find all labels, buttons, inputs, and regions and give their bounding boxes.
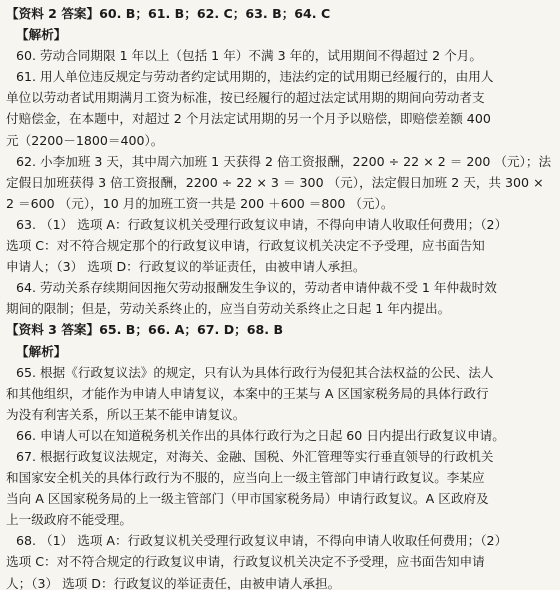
explanation-62 xyxy=(6,151,554,214)
answer-section-2 xyxy=(6,3,554,319)
explanation-67 xyxy=(6,446,554,530)
text-line: 选项 C：对不符合规定那个的行政复议申请，行政复议机关决定不予受理，应书面告知 xyxy=(6,238,485,254)
text-line: 67. 根据行政复议法规定，对海关、金融、国税、外汇管理等实行垂直领导的行政机关 xyxy=(16,448,494,464)
text-line: 当向 A 区国家税务局的上一级主管部门（甲市国家税务局）申请行政复议。A 区政府及 xyxy=(6,491,489,507)
text-line: 66. 申请人可以在知道税务机关作出的具体行政行为之日起 60 日内提出行政复议申请。 xyxy=(16,427,505,443)
text-line: 65. 根据《行政复议法》的规定，只有认为具体行政行为侵犯其合法权益的公民、法人 xyxy=(16,364,494,380)
text-line: 为没有利害关系，所以王某不能申请复议。 xyxy=(6,406,246,422)
section-heading: 【资料 3 答案】65. B；66. A；67. D；68. B xyxy=(6,322,284,338)
text-line: 64. 劳动关系存续期间因拖欠劳动报酬发生争议的，劳动者申请仲裁不受 1 年仲裁时效 xyxy=(16,280,497,296)
text-line: 定假日加班获得 3 倍工资报酬，2200 ÷ 22 × 3 ＝ 300 （元），法定假日加班 2 天，共 300 × xyxy=(6,174,544,190)
explanation-65 xyxy=(6,362,554,425)
explanation-63 xyxy=(6,214,554,277)
analysis-label: 【解析】 xyxy=(16,27,67,43)
text-line: 单位以劳动者试用期满月工资为标准，按已经履行的超过法定试用期的期间向劳动者支 xyxy=(6,90,485,106)
text-line: 选项 C：对不符合规定的行政复议申请，行政复议机关决定不予受理，应书面告知申请 xyxy=(6,554,485,570)
explanation-61 xyxy=(6,66,554,150)
analysis-label: 【解析】 xyxy=(16,343,67,359)
text-line: 付赔偿金，在本题中，对超过 2 个月法定试用期的另一个月予以赔偿，即赔偿差额 400 xyxy=(6,111,491,127)
text-line: 和国家安全机关的具体行政行为不服的，应当向上一级主管部门申请行政复议。李某应 xyxy=(6,470,485,486)
answer-section-3 xyxy=(6,319,554,590)
explanation-68 xyxy=(6,530,554,590)
explanation-66 xyxy=(6,425,554,446)
text-line: 60. 劳动合同期限 1 年以上（包括 1 年）不满 3 年的，试用期间不得超过 2 个月。 xyxy=(16,48,482,64)
text-line: 申请人；（3） 选项 D：行政复议的举证责任，由被申请人承担。 xyxy=(6,259,366,275)
text-line: 上一级政府不能受理。 xyxy=(6,512,132,528)
text-line: 62. 小李加班 3 天，其中周六加班 1 天获得 2 倍工资报酬，2200 ÷ 22 × 2 ＝ 200 （元）；法 xyxy=(16,153,552,169)
text-line: 人；（3） 选项 D：行政复议的举证责任，由被申请人承担。 xyxy=(6,575,341,590)
text-line: 68. （1） 选项 A：行政复议机关受理行政复议申请，不得向申请人收取任何费用；（2） xyxy=(16,533,508,549)
text-line: 期间的限制；但是，劳动关系终止的，应当自劳动关系终止之日起 1 年内提出。 xyxy=(6,301,451,317)
text-line: 61. 用人单位违反规定与劳动者约定试用期的，违法约定的试用期已经履行的，由用人 xyxy=(16,69,494,85)
explanation-60 xyxy=(6,45,554,66)
text-line: 63. （1） 选项 A：行政复议机关受理行政复议申请，不得向申请人收取任何费用；（2） xyxy=(16,216,508,232)
text-line: 元（2200－1800＝400）。 xyxy=(6,132,164,148)
text-line: 2 ＝600 （元），10 月的加班工资一共是 200 ＋600 ＝800 （元）。 xyxy=(6,195,394,211)
text-line: 和其他组织，才能作为申请人申请复议，本案中的王某与 A 区国家税务局的具体行政行 xyxy=(6,385,489,401)
explanation-64 xyxy=(6,277,554,319)
section-heading: 【资料 2 答案】60. B；61. B；62. C；63. B；64. C xyxy=(6,6,331,21)
